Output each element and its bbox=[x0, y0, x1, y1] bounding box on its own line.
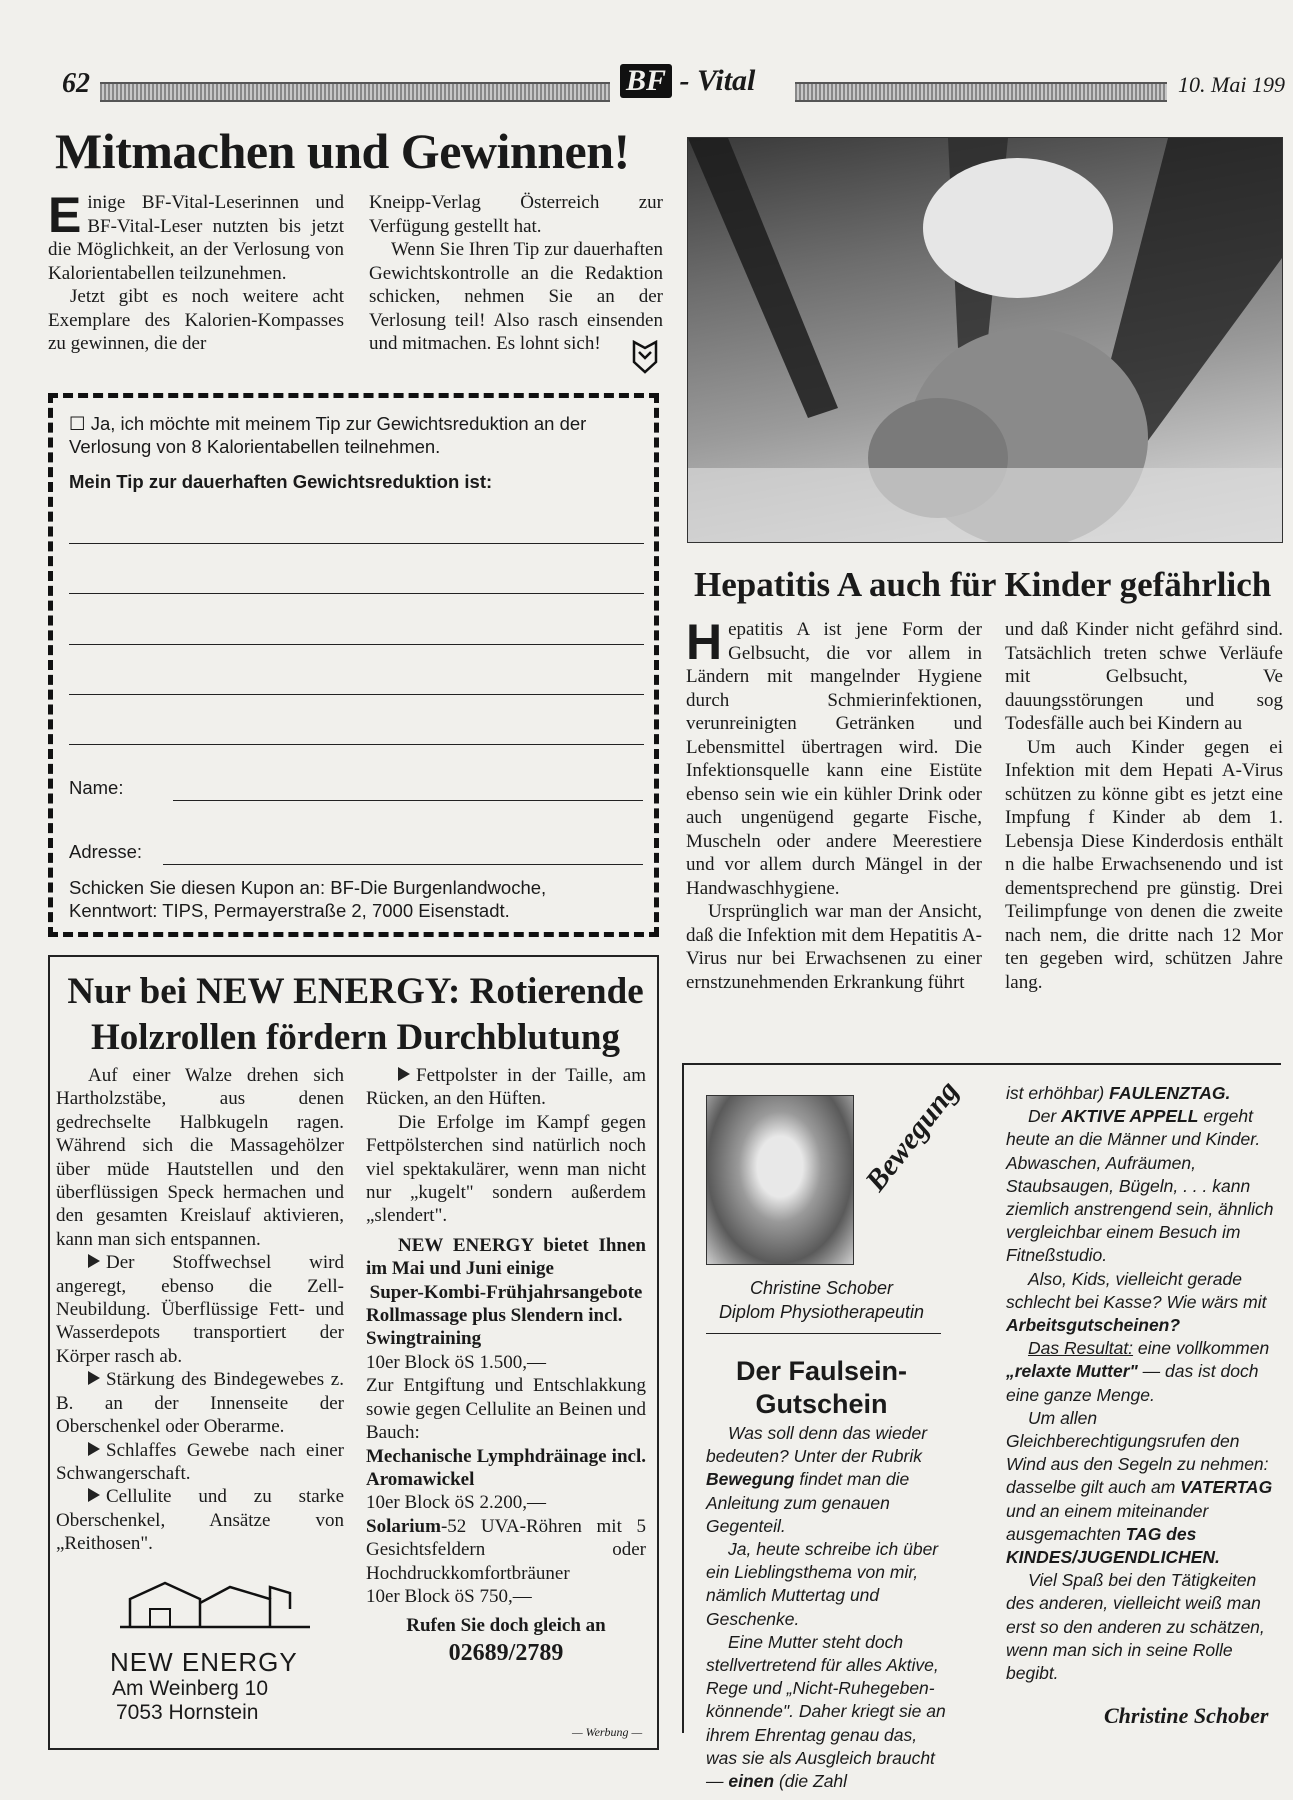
send-address-line-2: Kenntwort: TIPS, Permayerstraße 2, 7000 Eisenstadt. bbox=[69, 900, 510, 921]
tip-heading: Mein Tip zur dauerhaften Gewichtsreduktion ist: bbox=[69, 471, 493, 492]
ad-bullet: Der Stoffwechsel wird angeregt, ebenso die Zell-Neubildung. Überflüssige Fett- und Wasserdepots transportiert der Körper rasch ab. bbox=[56, 1252, 344, 1367]
text-span: Um allen Gleichberechtigungsrufen den Wind aus den Segeln zu nehmen: dasselbe gilt auch am bbox=[1006, 1407, 1269, 1498]
hepatitis-paragraph: Ursprünglich war man der Ansicht, daß die Infektion mit dem Hepatitis A-Virus nur bei Erwachsenen zu einer ernstzunehmenden Erkrankung führt bbox=[686, 901, 982, 993]
text-span: Eine Mutter steht doch stellvertretend für alles Aktive, Rege und „Nicht-Ruhegeben-könnende". Daher kriegt sie an ihrem Ehrentag genau das, was sie als Ausgleich braucht — bbox=[706, 1631, 946, 1792]
bewegung-column bbox=[682, 1063, 1281, 1792]
text-span: und an einem miteinander ausgemachten bbox=[1006, 1500, 1209, 1544]
address-field[interactable] bbox=[163, 864, 643, 865]
dropcap: E bbox=[48, 187, 82, 243]
article-title: Mitmachen und Gewinnen! bbox=[55, 123, 630, 179]
title-line-1: Der Faulsein- bbox=[735, 1356, 908, 1386]
bullet-triangle-icon bbox=[88, 1254, 100, 1268]
author-title: Diplom Physiotherapeutin bbox=[718, 1302, 925, 1322]
new-energy-house-logo bbox=[120, 1569, 310, 1631]
emphasis: TAG des KINDES/JUGENDLICHEN. bbox=[1006, 1523, 1220, 1568]
bewegung-title bbox=[684, 1355, 959, 1421]
hepatitis-paragraph: und daß Kinder nicht gefährd sind. Tatsächlich treten schwe Verläufe mit Gelbsucht, Ve dauungsstörungen und sog Todesfälle auch bei Kindern au bbox=[1005, 619, 1283, 734]
ad-offer-headline: Super-Kombi-Frühjahrsangebote bbox=[369, 1281, 643, 1303]
section-name: - Vital bbox=[679, 64, 756, 97]
hepatitis-column-1 bbox=[686, 614, 982, 994]
tip-line-2[interactable] bbox=[69, 593, 644, 594]
ad-price-1: 10er Block öS 1.500,— bbox=[366, 1351, 546, 1373]
ad-offer-3: -52 UVA-Röhren mit 5 Gesichtsfeldern oder Hochdruckkomfortbräuner bbox=[366, 1515, 646, 1584]
ad-paragraph: Die Erfolge im Kampf gegen Fettpölsterchen sind natürlich noch viel spektakulärer, wenn man nicht nur „kugelt" sondern außerdem „slendert". bbox=[366, 1111, 646, 1227]
ad-phone-number[interactable]: 02689/2789 bbox=[448, 1639, 564, 1666]
photo-illustration bbox=[688, 138, 1282, 542]
text-span: findet man die Anleitung zum genauen Gegenteil. bbox=[706, 1469, 910, 1536]
text-span: eine vollkommen bbox=[1133, 1338, 1270, 1359]
hepatitis-paragraph: Um auch Kinder gegen ei Infektion mit dem Hepati A-Virus schützen zu könne gibt es jetzt eine Impfung f Kinder ab dem 1. Lebensja Diese Kinderdosis enthält n die halbe Erwachsenendo und ist dementsprechend pre günstig. Drei Teilimpfunge von denen die zweite nach nem, die dritte nach 12 Mor ten gegeben wird, schützen Jahre lang. bbox=[1005, 736, 1283, 993]
ad-address-city: 7053 Hornstein bbox=[116, 1701, 259, 1724]
ad-offer-intro: NEW ENERGY bietet Ihnen im Mai und Juni einige bbox=[366, 1234, 646, 1280]
bewegung-col-left bbox=[706, 1422, 950, 1793]
author-name: Christine Schober bbox=[749, 1278, 894, 1298]
emphasis: einen bbox=[728, 1771, 775, 1792]
bullet-triangle-icon bbox=[88, 1371, 100, 1385]
emphasis: FAULENZTAG. bbox=[1109, 1083, 1231, 1103]
entry-checkbox[interactable]: ☐ Ja, ich möchte mit meinem Tip zur Gewichtsreduktion an der Verlosung von 8 Kalorientabellen teilnehmen. bbox=[69, 413, 587, 457]
emphasis: AKTIVE APPELL bbox=[1061, 1106, 1199, 1127]
author-divider bbox=[706, 1333, 941, 1334]
header-rule-left bbox=[100, 82, 610, 102]
page-number: 62 bbox=[62, 68, 90, 99]
article-paragraph: inige BF-Vital-Leserinnen und BF-Vital-Leser nutzten bis jetzt die Möglichkeit, an der Verlosung von Kalorientabellen teilzunehmen. bbox=[48, 192, 344, 284]
article-column-2 bbox=[369, 191, 663, 356]
rubric-label: Bewegung bbox=[859, 1074, 966, 1198]
ad-price-3: 10er Block öS 750,— bbox=[366, 1585, 532, 1607]
ad-column-left bbox=[56, 1064, 344, 1556]
emphasis: VATERTAG bbox=[1180, 1477, 1273, 1498]
ad-offer-3-name: Solarium bbox=[366, 1515, 441, 1537]
address-label: Adresse: bbox=[69, 841, 143, 862]
text-span: ergeht heute an die Männer und Kinder. Abwaschen, Aufräumen, Staubsaugen, Bügeln, . . . kann ziemlich anstrengend sein, ähnlich vergleichbar einem Besuch im Fitneßstudio. bbox=[1006, 1106, 1274, 1266]
rubric-reference: Bewegung bbox=[706, 1469, 795, 1490]
tip-line-5[interactable] bbox=[69, 744, 644, 745]
article-paragraph: Wenn Sie Ihren Tip zur dauerhaften Gewichtskontrolle an die Redaktion schicken, nehmen Sie an der Verlosung teil! Also rasch einsenden und mitmachen. Es lohnt sich! bbox=[369, 239, 663, 354]
bewegung-col-right bbox=[1006, 1082, 1278, 1685]
ad-bullet: Schlaffes Gewebe nach einer Schwangerschaft. bbox=[56, 1439, 344, 1484]
bf-logo-mark: BF bbox=[620, 64, 672, 98]
text-span: (die Zahl bbox=[774, 1771, 848, 1792]
text-span: ist erhöhbar) bbox=[1006, 1083, 1110, 1103]
name-label: Name: bbox=[69, 777, 124, 798]
text-span: Der bbox=[1028, 1106, 1062, 1127]
issue-date: 10. Mai 199 bbox=[1178, 72, 1285, 97]
end-mark-icon bbox=[632, 340, 658, 374]
ad-price-2: 10er Block öS 2.200,— bbox=[366, 1492, 546, 1514]
author-photo bbox=[706, 1095, 854, 1265]
bullet-triangle-icon bbox=[398, 1067, 410, 1081]
advertisement-label: — Werbung — bbox=[572, 1725, 643, 1739]
ad-paragraph: Zur Entgiftung und Entschlakkung sowie gegen Cellulite an Beinen und Bauch: bbox=[366, 1375, 646, 1444]
emphasis: „relaxte Mutter" bbox=[1006, 1361, 1138, 1382]
ad-offer-1: Rollmassage plus Slendern incl. Swingtraining bbox=[366, 1305, 623, 1350]
text-span: Also, Kids, vielleicht gerade schlecht bei Kasse? Wie wärs mit bbox=[1006, 1268, 1267, 1312]
tip-line-3[interactable] bbox=[69, 644, 644, 645]
header-rule-right bbox=[795, 82, 1167, 102]
new-energy-ad bbox=[48, 955, 659, 1750]
bullet-triangle-icon bbox=[88, 1488, 100, 1502]
publication-logo bbox=[620, 64, 755, 98]
ad-offer-2: Mechanische Lymphdräinage incl. Aromawickel bbox=[366, 1445, 646, 1490]
ad-title-line-1: Nur bei NEW ENERGY: Rotierende bbox=[67, 971, 644, 1012]
emphasis: Arbeitsgutscheinen? bbox=[1006, 1315, 1181, 1336]
text-span: Was soll denn das wieder bedeuten? Unter der Rubrik bbox=[706, 1423, 928, 1467]
entry-coupon bbox=[48, 393, 659, 937]
title-line-2: Gutschein bbox=[755, 1389, 888, 1419]
bewegung-paragraph: Ja, heute schreibe ich über ein Lieblingsthema von mir, nämlich Muttertag und Geschenke. bbox=[706, 1539, 939, 1629]
article-column-1 bbox=[48, 187, 344, 356]
ad-address-street: Am Weinberg 10 bbox=[112, 1677, 269, 1700]
ad-logo-name: NEW ENERGY bbox=[110, 1647, 298, 1677]
text-span: Das Resultat: bbox=[1028, 1338, 1134, 1359]
author-signature: Christine Schober bbox=[1104, 1703, 1269, 1728]
send-address-line-1: Schicken Sie diesen Kupon an: BF-Die Burgenlandwoche, bbox=[69, 877, 547, 898]
dropcap: H bbox=[686, 614, 723, 670]
ad-title-line-2: Holzrollen fördern Durchblutung bbox=[90, 1017, 620, 1058]
article-paragraph: Jetzt gibt es noch weitere acht Exemplare des Kalorien-Kompasses zu gewinnen, die der bbox=[48, 286, 344, 354]
ad-column-right bbox=[366, 1064, 646, 1668]
name-field[interactable] bbox=[173, 800, 643, 801]
bewegung-paragraph: Viel Spaß bei den Tätigkeiten des anderen, vielleicht weiß man erst so den anderen zu schätzen, wenn man sich in seine Rolle begibt. bbox=[1006, 1570, 1265, 1684]
text-span: — das ist doch eine ganze Menge. bbox=[1006, 1361, 1259, 1405]
ad-bullet: Cellulite und zu starke Oberschenkel, Ansätze von „Reithosen". bbox=[56, 1486, 344, 1555]
ad-bullet: Stärkung des Bindegewebes z. B. an der Innenseite der Oberschenkel oder Oberarme. bbox=[56, 1369, 344, 1438]
ad-paragraph: Auf einer Walze drehen sich Hartholzstäbe, aus denen gedrechselte Halbkugeln ragen. Während sich die Massagehölzer über müde Hautstellen und den überflüssigen Speck hermachen und den gesamten Kreislauf aktivieren, kann man sich entspannen. bbox=[56, 1065, 344, 1250]
tip-line-4[interactable] bbox=[69, 694, 644, 695]
tip-line-1[interactable] bbox=[69, 543, 644, 544]
ad-call-to-action: Rufen Sie doch gleich an bbox=[406, 1615, 606, 1637]
hepatitis-title: Hepatitis A auch für Kinder gefährlich bbox=[694, 565, 1272, 604]
bullet-triangle-icon bbox=[88, 1442, 100, 1456]
child-beach-photo bbox=[687, 137, 1283, 543]
hepatitis-column-2 bbox=[1005, 618, 1283, 994]
article-paragraph: Kneipp-Verlag Österreich zur Verfügung gestellt hat. bbox=[369, 192, 663, 237]
ad-bullet: Fettpolster in der Taille, am Rücken, an den Hüften. bbox=[366, 1065, 646, 1110]
hepatitis-paragraph: epatitis A ist jene Form der Gelbsucht, die vor allem in Ländern mit mangelnder Hygiene durch Schmierinfektionen, verunreinigten Getränken und Lebensmittel übertragen wird. Die Infektionsquelle kann eine Eistüte ebenso sein wie ein kühler Drink oder auch ungenügend gegarte Fische, Muscheln oder andere Meerestiere und vor allem durch Mängel in der Handwaschhygiene. bbox=[686, 619, 982, 899]
